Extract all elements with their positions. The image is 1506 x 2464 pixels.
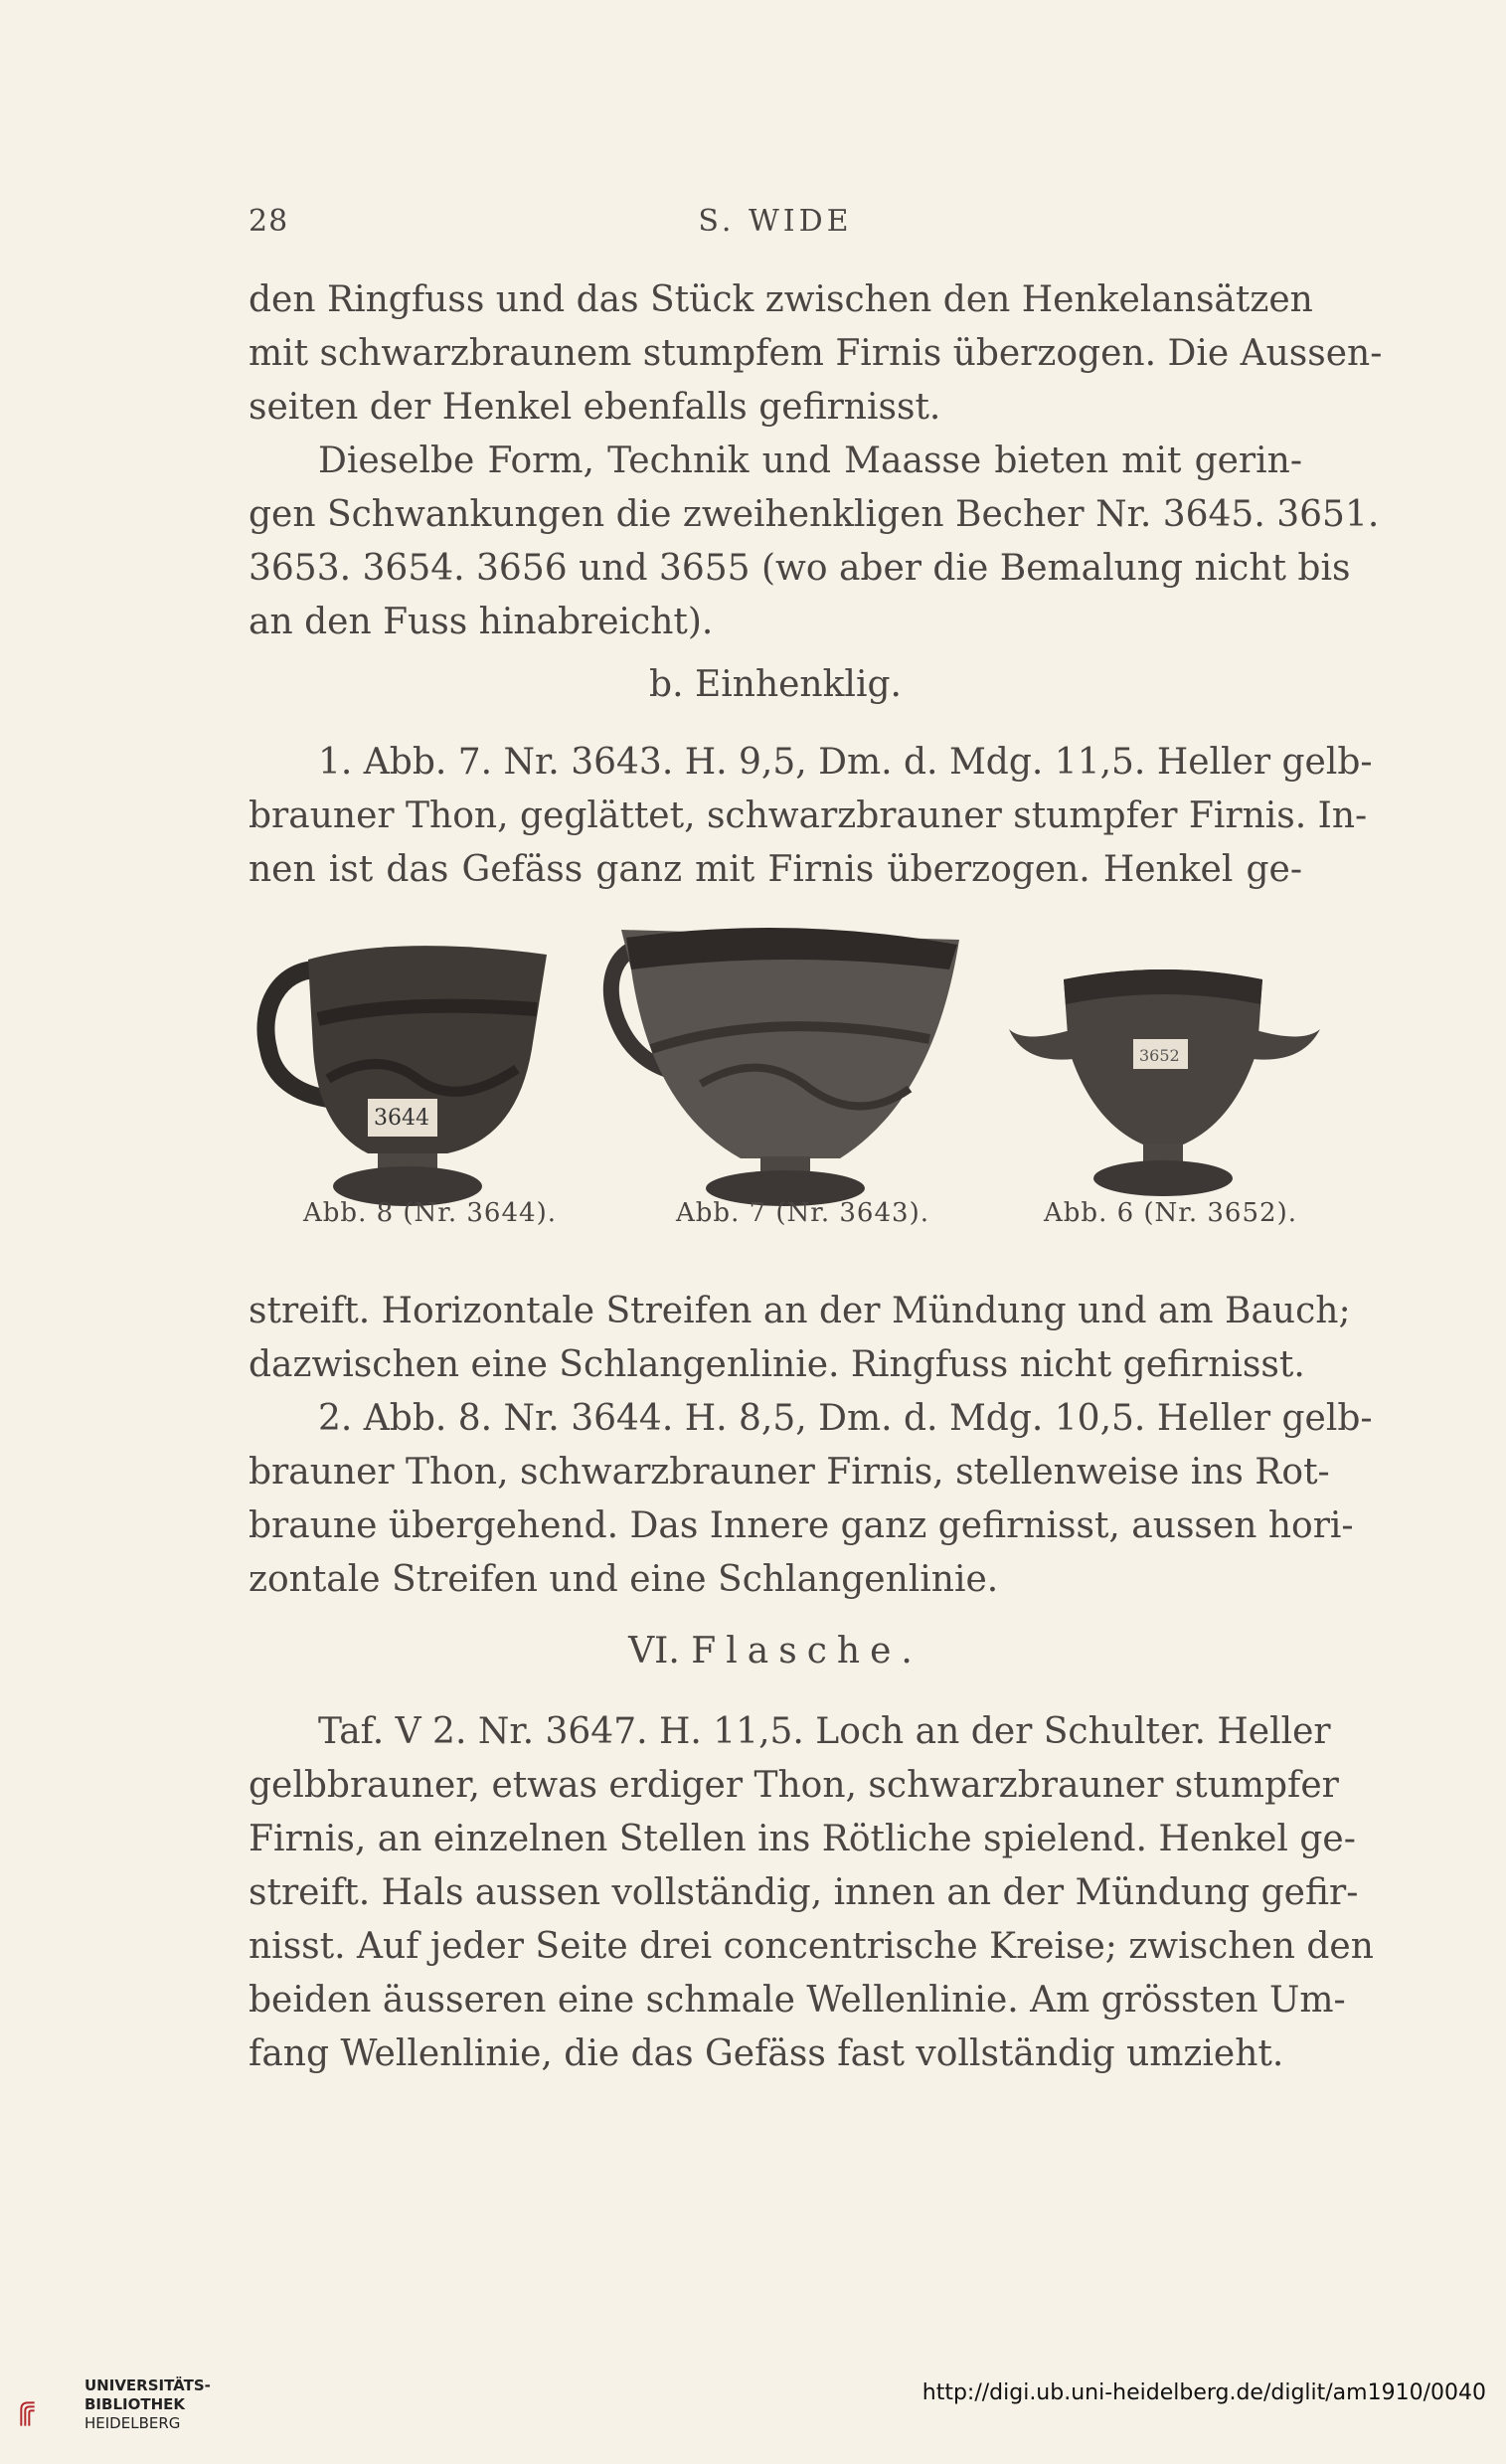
- section-heading-b: b. Einhenklig.: [649, 664, 902, 705]
- caption-abb6: Abb. 6 (Nr. 3652).: [1044, 1198, 1297, 1228]
- library-name: [84, 2376, 211, 2433]
- text-line: 3653. 3654. 3656 und 3655 (wo aber die Bemalung nicht bis: [249, 548, 1351, 589]
- caption-abb8: Abb. 8 (Nr. 3644).: [303, 1198, 557, 1228]
- text-line: an den Fuss hinabreicht).: [249, 602, 714, 642]
- cup-figure-abb6: [1004, 960, 1322, 1208]
- paragraph-3: [249, 736, 1373, 897]
- text-line: beiden äusseren eine schmale Wellenlinie. Am grössten Um-: [249, 1980, 1346, 2021]
- page-number: 28: [249, 204, 289, 239]
- paragraph-1: [249, 273, 1383, 435]
- cup-figure-abb8: [249, 930, 567, 1218]
- paragraph-5: [249, 1392, 1373, 1607]
- text-line: nisst. Auf jeder Seite drei concentrische Kreise; zwischen den: [249, 1926, 1374, 1967]
- source-url[interactable]: http://digi.ub.uni-heidelberg.de/diglit/am1910/0040: [921, 2380, 1486, 2405]
- text-line: brauner Thon, geglättet, schwarzbrauner stumpfer Firnis. In-: [249, 795, 1368, 836]
- text-line: streift. Hals aussen vollständig, innen an der Mündung gefir-: [249, 1872, 1359, 1913]
- paragraph-4: [249, 1285, 1351, 1392]
- text-line: Dieselbe Form, Technik und Maasse bieten mit gerin-: [318, 440, 1302, 481]
- section-numeral: VI.: [628, 1631, 680, 1672]
- text-line: Taf. V 2. Nr. 3647. H. 11,5. Loch an der Schulter. Heller: [318, 1711, 1331, 1752]
- library-line: BIBLIOTHEK: [84, 2395, 185, 2413]
- text-line: nen ist das Gefäss ganz mit Firnis überzogen. Henkel ge-: [249, 849, 1302, 890]
- section-title: Flasche.: [691, 1631, 922, 1672]
- section-heading-vi: [249, 1631, 1302, 1672]
- text-line: Firnis, an einzelnen Stellen ins Rötliche spielend. Henkel ge-: [249, 1819, 1356, 1859]
- text-line: den Ringfuss und das Stück zwischen den Henkelansätzen: [249, 279, 1313, 320]
- text-line: seiten der Henkel ebenfalls gefirnisst.: [249, 387, 941, 428]
- paragraph-2: [249, 435, 1380, 649]
- library-line: HEIDELBERG: [84, 2414, 181, 2432]
- library-logo-icon: [18, 2375, 78, 2454]
- text-line: 2. Abb. 8. Nr. 3644. H. 8,5, Dm. d. Mdg. 10,5. Heller gelb-: [318, 1398, 1373, 1439]
- text-line: dazwischen eine Schlangenlinie. Ringfuss nicht gefirnisst.: [249, 1344, 1305, 1385]
- text-line: streift. Horizontale Streifen an der Mündung und am Bauch;: [249, 1291, 1351, 1331]
- cup-figure-abb7: [591, 910, 969, 1208]
- page-header: [249, 204, 1302, 244]
- text-line: gelbbrauner, etwas erdiger Thon, schwarzbrauner stumpfer: [249, 1765, 1339, 1806]
- text-line: mit schwarzbraunem stumpfem Firnis überzogen. Die Aussen-: [249, 333, 1383, 374]
- text-line: brauner Thon, schwarzbrauner Firnis, stellenweise ins Rot-: [249, 1452, 1330, 1493]
- text-line: zontale Streifen und eine Schlangenlinie.: [249, 1559, 999, 1600]
- figure-group: [249, 910, 1322, 1248]
- text-line: braune übergehend. Das Innere ganz gefirnisst, aussen hori-: [249, 1505, 1354, 1546]
- caption-abb7: Abb. 7 (Nr. 3643).: [676, 1198, 929, 1228]
- cup-label-3652: 3652: [1139, 1046, 1180, 1065]
- paragraph-6: [249, 1705, 1374, 2081]
- cup-label-3644: 3644: [374, 1106, 429, 1131]
- text-line: gen Schwankungen die zweihenkligen Becher Nr. 3645. 3651.: [249, 494, 1380, 535]
- running-title: S. WIDE: [698, 204, 853, 239]
- text-line: fang Wellenlinie, die das Gefäss fast vollständig umzieht.: [249, 2033, 1284, 2074]
- text-line: 1. Abb. 7. Nr. 3643. H. 9,5, Dm. d. Mdg. 11,5. Heller gelb-: [318, 742, 1373, 783]
- library-line: UNIVERSITÄTS-: [84, 2376, 211, 2394]
